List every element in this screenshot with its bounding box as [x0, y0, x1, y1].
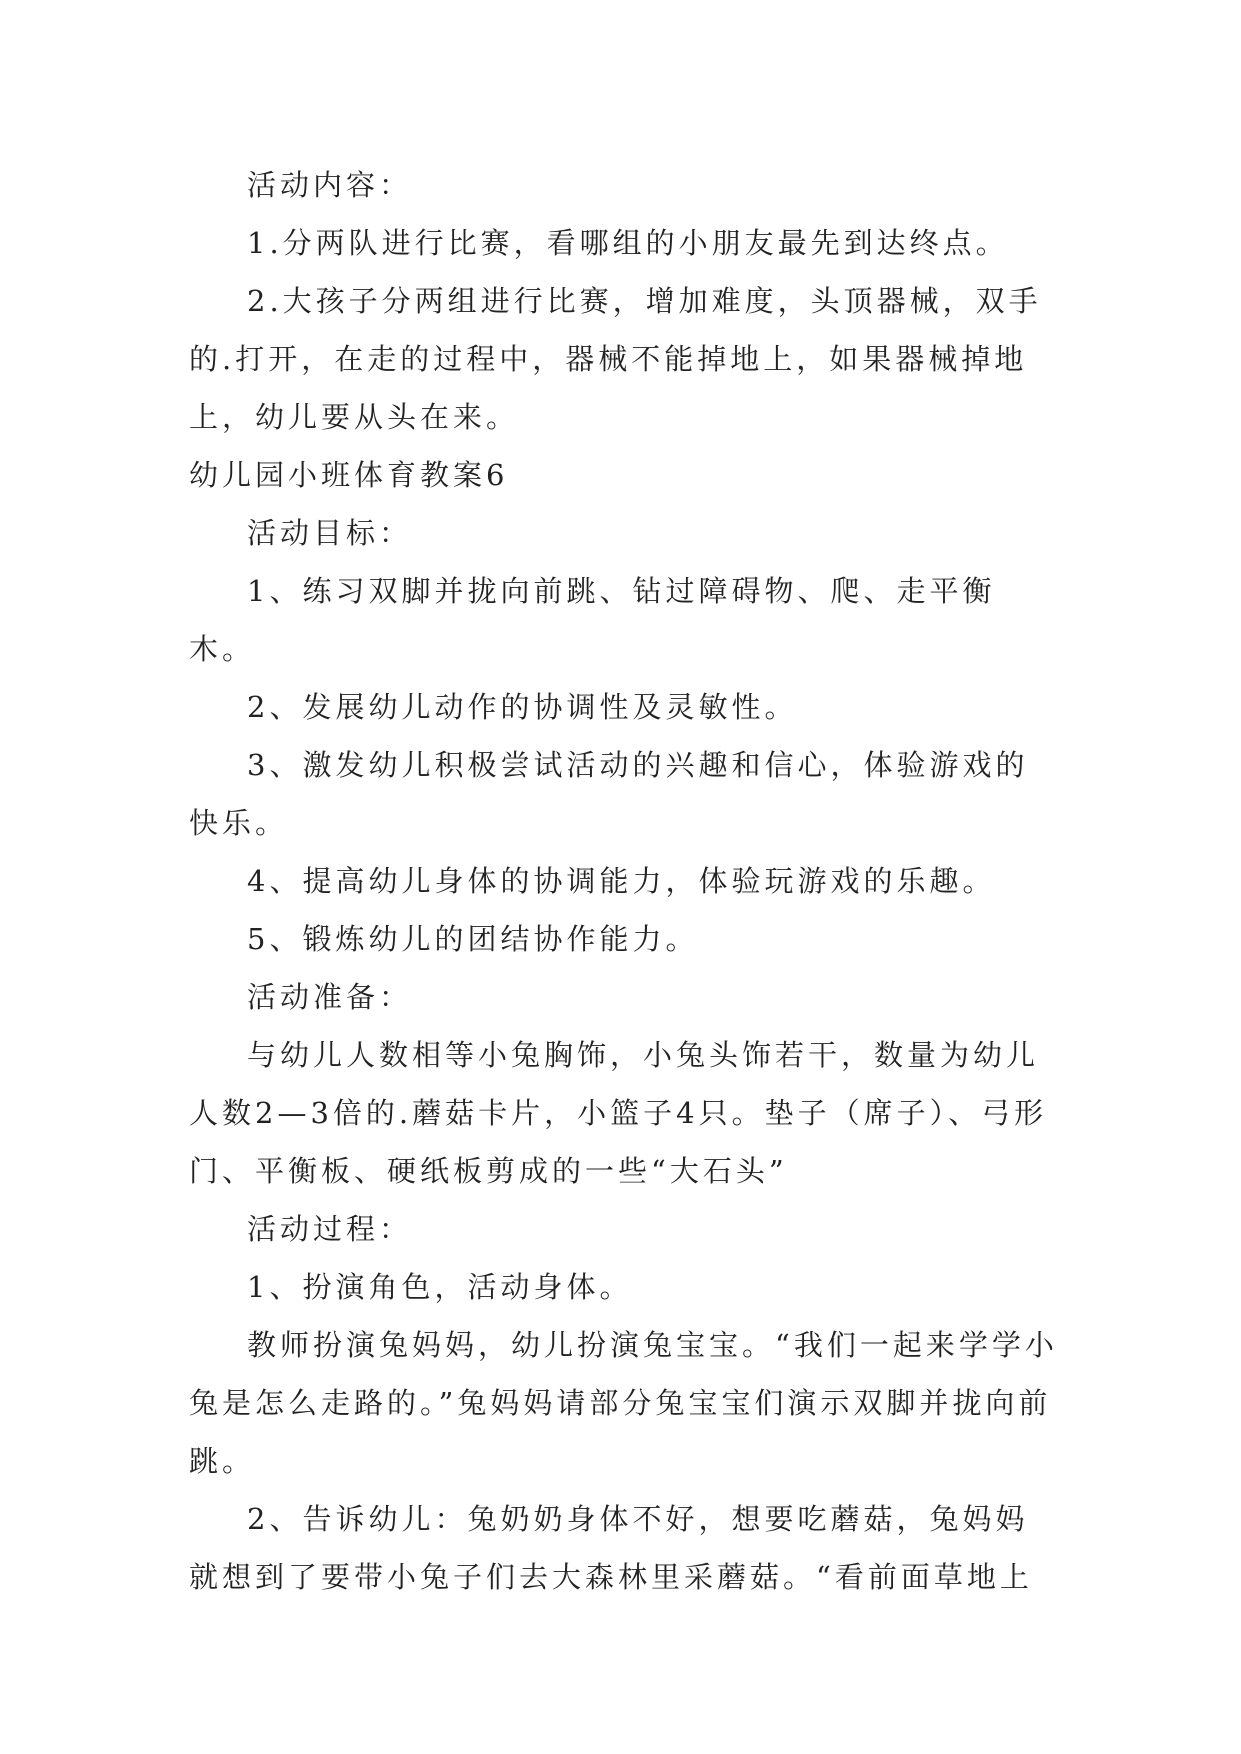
paragraph-preparation-body: 与幼儿人数相等小兔胸饰，小兔头饰若干，数量为幼儿人数2—3倍的.蘑菇卡片，小篮子4只。垫子（席子）、弓形门、平衡板、硬纸板剪成的一些“大石头”: [189, 1038, 1048, 1188]
paragraph-goal-4: 4、提高幼儿身体的协调能力，体验玩游戏的乐趣。: [247, 864, 996, 898]
document-body: [189, 156, 1059, 1606]
paragraph-goal-1: 1、练习双脚并拢向前跳、钻过障碍物、爬、走平衡木。: [189, 574, 996, 666]
paragraph-goal-3: 3、激发幼儿积极尝试活动的兴趣和信心，体验游戏的快乐。: [189, 748, 1029, 840]
section-title: 幼儿园小班体育教案6: [189, 458, 509, 492]
paragraph-goals-heading: 活动目标：: [247, 516, 413, 550]
paragraph-goal-2: 2、发展幼儿动作的协调性及灵敏性。: [247, 690, 798, 724]
paragraph-process-step-1-body: 教师扮演兔妈妈，幼儿扮演兔宝宝。“我们一起来学学小兔是怎么走路的。”兔妈妈请部分兔宝宝们演示双脚并拢向前跳。: [189, 1328, 1058, 1478]
paragraph-content-item-1: 1.分两队进行比赛，看哪组的小朋友最先到达终点。: [247, 226, 1009, 260]
paragraph-process-step-1: 1、扮演角色，活动身体。: [247, 1270, 633, 1304]
paragraph-process-step-2: 2、告诉幼儿：兔奶奶身体不好，想要吃蘑菇，兔妈妈就想到了要带小兔子们去大森林里采蘑菇。“看前面草地上: [189, 1502, 1033, 1594]
paragraph-activity-content-heading: 活动内容：: [247, 168, 413, 202]
paragraph-content-item-2: 2.大孩子分两组进行比赛，增加难度，头顶器械，双手的.打开，在走的过程中，器械不能掉地上，如果器械掉地上，幼儿要从头在来。: [189, 284, 1042, 434]
paragraph-process-heading: 活动过程：: [247, 1212, 413, 1246]
paragraph-goal-5: 5、锻炼幼儿的团结协作能力。: [247, 922, 699, 956]
paragraph-preparation-heading: 活动准备：: [247, 980, 413, 1014]
